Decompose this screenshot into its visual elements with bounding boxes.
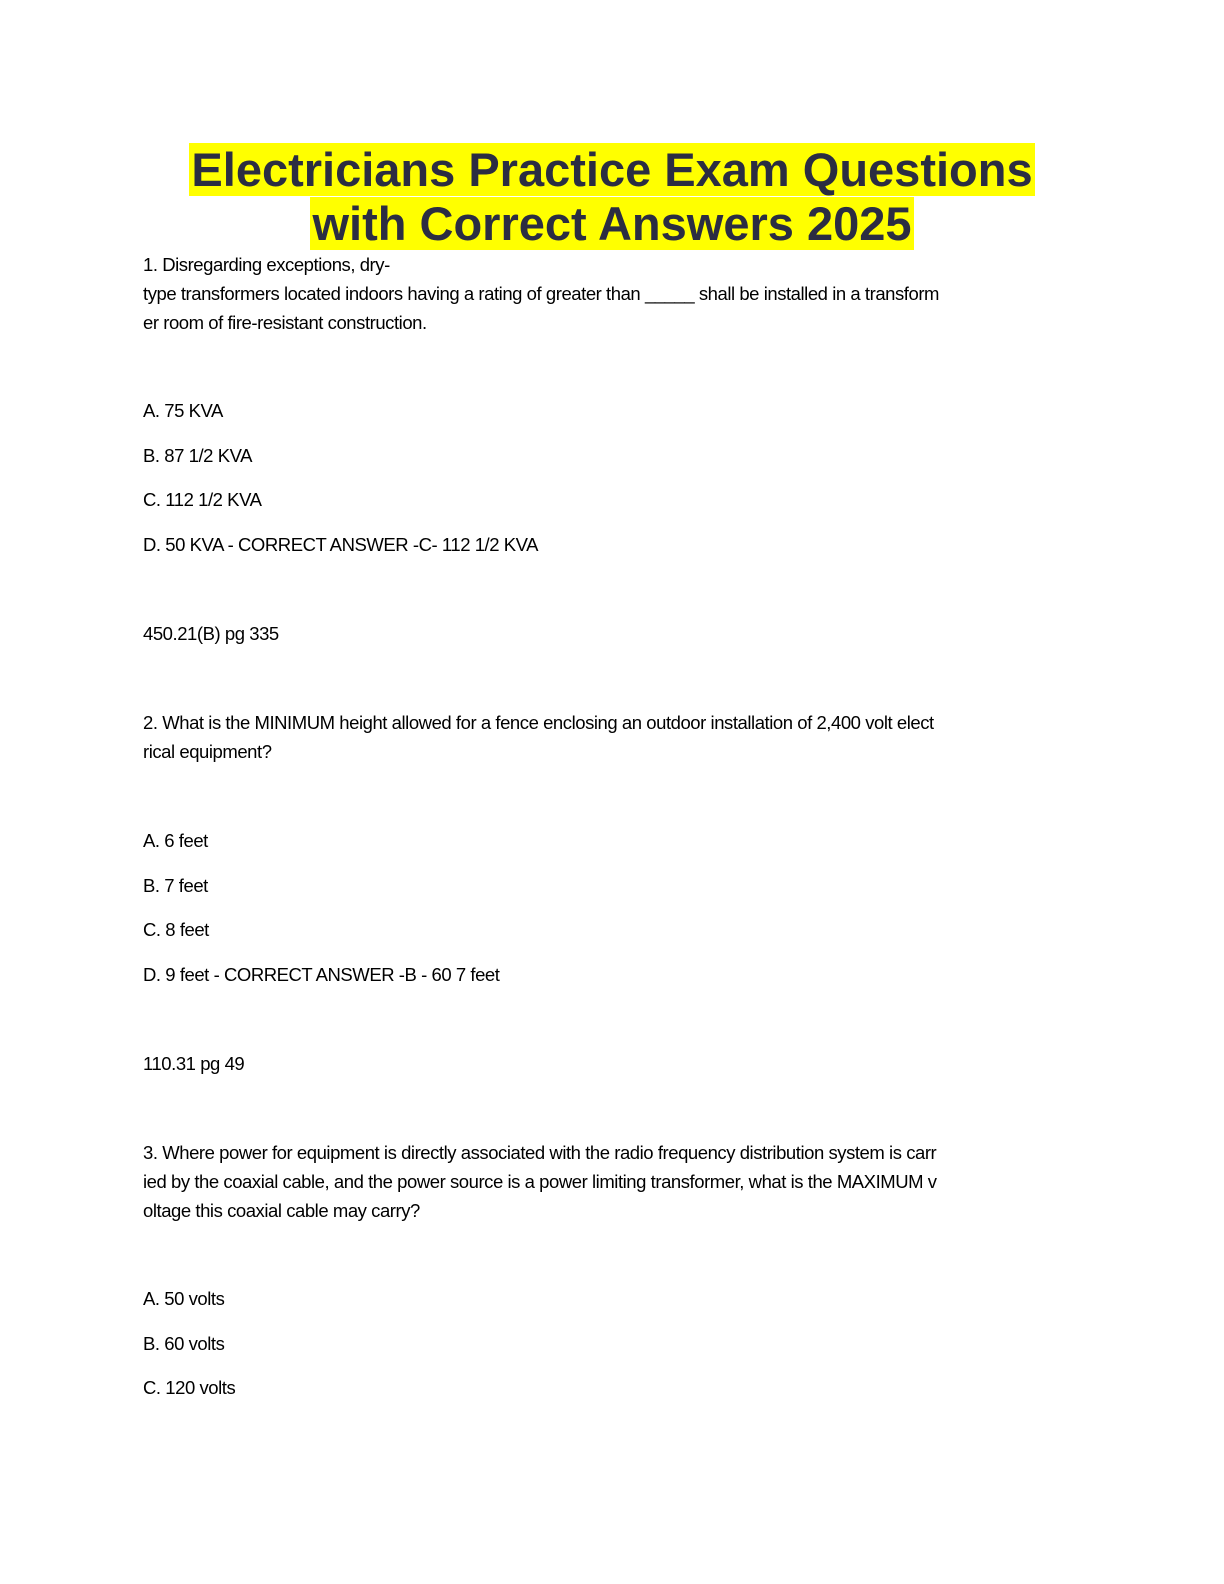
question-3-text: oltage this coaxial cable may carry?	[143, 1200, 420, 1221]
option-b: B. 87 1/2 KVA	[143, 445, 252, 466]
reference: 450.21(B) pg 335	[143, 623, 279, 644]
option-c: C. 112 1/2 KVA	[143, 489, 262, 510]
question-1-text: 1. Disregarding exceptions, dry-	[143, 254, 390, 275]
option-c: C. 120 volts	[143, 1377, 236, 1398]
option-b: B. 60 volts	[143, 1333, 225, 1354]
question-1-text: type transformers located indoors having a rating of greater than _____ shall be installed in a transform	[143, 283, 940, 304]
title-highlight: with Correct Answers 2025	[312, 197, 912, 250]
question-1-text: er room of fire-resistant construction.	[143, 312, 427, 333]
option-a: A. 75 KVA	[143, 400, 223, 421]
question-3-text: 3. Where power for equipment is directly associated with the radio frequency distribution system is carr	[143, 1142, 937, 1163]
option-a: A. 50 volts	[143, 1288, 225, 1309]
option-b: B. 7 feet	[143, 875, 208, 896]
question-2-text: rical equipment?	[143, 741, 272, 762]
page-title-line-2	[0, 196, 1224, 252]
option-d-answer: D. 9 feet - CORRECT ANSWER -B - 60 7 feet	[143, 964, 500, 985]
page-title-line-1	[0, 142, 1224, 198]
question-2-text: 2. What is the MINIMUM height allowed for a fence enclosing an outdoor installation of 2,400 volt elect	[143, 712, 934, 733]
option-a: A. 6 feet	[143, 830, 208, 851]
title-highlight: Electricians Practice Exam Questions	[191, 143, 1033, 196]
reference: 110.31 pg 49	[143, 1053, 245, 1074]
question-3-text: ied by the coaxial cable, and the power source is a power limiting transformer, what is the MAXIMUM v	[143, 1171, 937, 1192]
option-c: C. 8 feet	[143, 919, 209, 940]
option-d-answer: D. 50 KVA - CORRECT ANSWER -C- 112 1/2 KVA	[143, 534, 539, 555]
